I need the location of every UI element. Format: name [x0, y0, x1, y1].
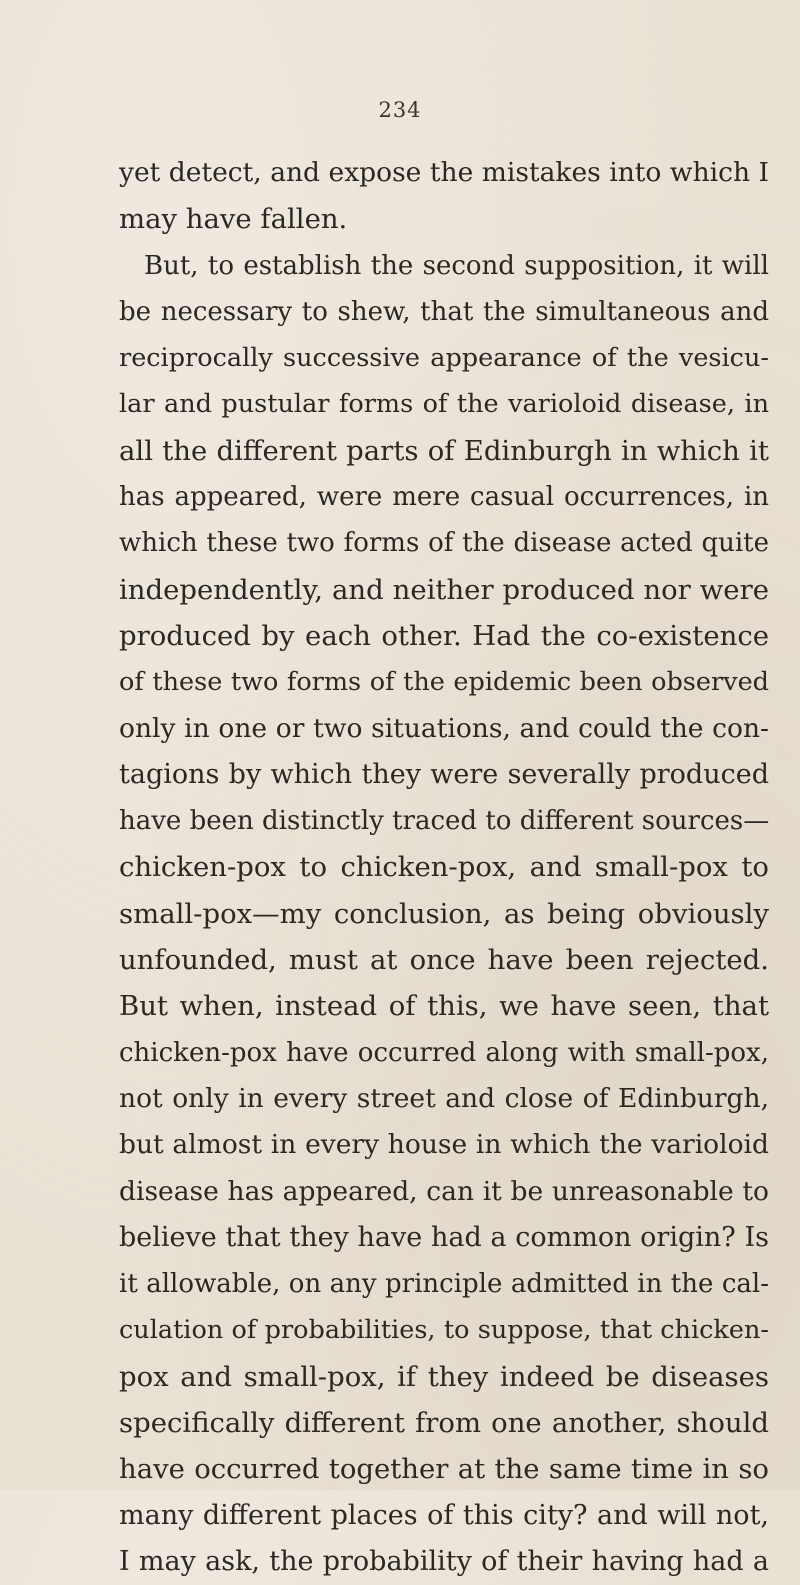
text-line: produced by each other. Had the co-existence	[119, 619, 769, 652]
text-line: But, to establish the second supposition, it will	[144, 250, 769, 281]
text-line: pox and small-pox, if they indeed be diseases	[119, 1360, 769, 1393]
page-number: 234	[378, 98, 422, 122]
text-line: which these two forms of the disease acted quite	[119, 528, 769, 559]
text-line: small-pox—my conclusion, as being obviously	[119, 897, 769, 930]
text-line: of these two forms of the epidemic been observed	[119, 667, 769, 698]
text-line: I may ask, the probability of their having had a	[119, 1545, 769, 1577]
text-line: not only in every street and close of Edinburgh,	[119, 1082, 769, 1114]
text-line: chicken-pox to chicken-pox, and small-pox to	[119, 851, 769, 884]
text-line: it allowable, on any principle admitted in the cal-	[119, 1269, 769, 1300]
text-line: specifically different from one another, should	[119, 1407, 769, 1440]
text-line: has appeared, were mere casual occurrences, in	[119, 482, 769, 513]
text-line: but almost in every house in which the varioloid	[119, 1129, 769, 1161]
text-line: lar and pustular forms of the varioloid disease, in	[119, 389, 769, 420]
text-line: reciprocally successive appearance of the vesicu-	[119, 343, 769, 374]
text-line: unfounded, must at once have been rejected.	[119, 944, 769, 977]
text-line: all the different parts of Edinburgh in which it	[119, 434, 769, 467]
text-line: chicken-pox have occurred along with small-pox,	[119, 1037, 769, 1068]
text-line: believe that they have had a common origin? Is	[119, 1221, 769, 1253]
text-line: only in one or two situations, and could the con-	[119, 712, 769, 744]
body-text	[119, 150, 769, 1585]
text-line: independently, and neither produced nor were	[119, 573, 769, 606]
text-line: culation of probabilities, to suppose, that chicken-	[119, 1315, 769, 1346]
text-line: disease has appeared, can it be unreasonable to	[119, 1175, 769, 1207]
text-line: be necessary to shew, that the simultaneous and	[119, 296, 769, 327]
text-line: tagions by which they were severally produced	[119, 758, 769, 790]
text-line: have been distinctly traced to different sources—	[119, 806, 770, 837]
text-line: may have fallen.	[119, 203, 348, 236]
text-line: many different places of this city? and will not,	[119, 1499, 769, 1531]
text-line: But when, instead of this, we have seen, that	[119, 990, 769, 1023]
text-line: have occurred together at the same time in so	[119, 1453, 769, 1486]
text-line: yet detect, and expose the mistakes into which I	[119, 157, 769, 188]
